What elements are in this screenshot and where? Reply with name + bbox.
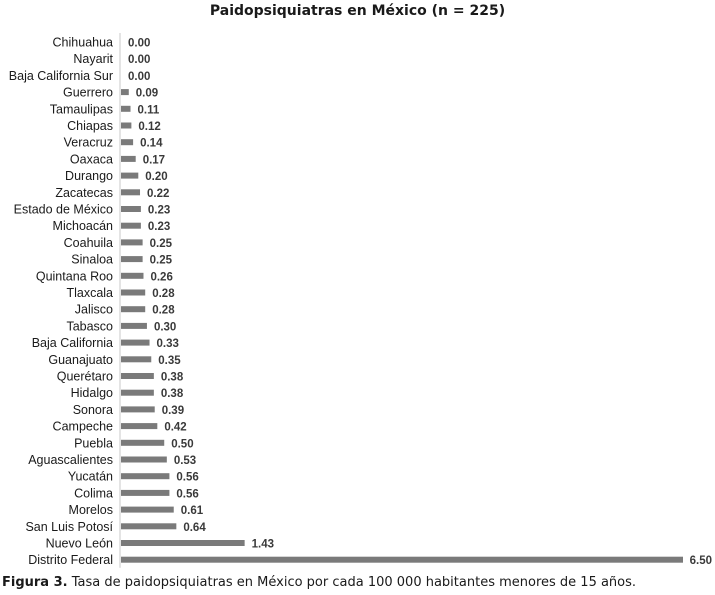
category-label-nuevo-leon: Nuevo León [45, 536, 113, 551]
category-label-chihuahua: Chihuahua [52, 35, 113, 50]
bar-campeche [121, 423, 157, 429]
bar-tabasco [121, 323, 147, 329]
category-label-tabasco: Tabasco [66, 319, 113, 334]
value-label-zacatecas: 0.22 [147, 187, 170, 200]
chart-title: Paidopsiquiatras en México (n = 225) [209, 3, 506, 19]
value-label-quintana-roo: 0.26 [150, 271, 173, 284]
bar-queretaro [121, 373, 154, 379]
bar-colima [121, 490, 169, 496]
bar-morelos [121, 507, 174, 513]
bar-distrito-federal [121, 557, 683, 563]
bar-tlaxcala [121, 290, 145, 296]
category-label-queretaro: Querétaro [56, 369, 113, 384]
value-label-veracruz: 0.14 [140, 137, 163, 150]
category-label-tamaulipas: Tamaulipas [49, 102, 113, 117]
value-label-oaxaca: 0.17 [142, 154, 166, 167]
value-label-guerrero: 0.09 [135, 87, 159, 100]
category-label-nayarit: Nayarit [73, 52, 113, 67]
category-label-baja-california-sur: Baja California Sur [8, 68, 113, 83]
value-label-colima: 0.56 [176, 488, 199, 501]
bar-quintana-roo [121, 273, 143, 279]
bar-guanajuato [121, 356, 151, 362]
value-label-san-luis-potosi: 0.64 [183, 521, 206, 534]
value-label-campeche: 0.42 [164, 421, 187, 434]
value-label-morelos: 0.61 [180, 505, 204, 518]
category-label-guerrero: Guerrero [62, 85, 113, 100]
category-label-zacatecas: Zacatecas [55, 185, 113, 200]
value-label-guanajuato: 0.35 [158, 354, 181, 367]
bar-hidalgo [121, 390, 154, 396]
value-label-estado-de-mexico: 0.23 [147, 204, 171, 217]
category-label-yucatan: Yucatán [67, 469, 113, 484]
value-label-queretaro: 0.38 [160, 371, 184, 384]
value-label-durango: 0.20 [145, 171, 168, 184]
value-label-baja-california-sur: 0.00 [128, 70, 151, 83]
value-label-distrito-federal: 6.50 [689, 555, 712, 568]
value-label-baja-california: 0.33 [156, 338, 179, 351]
bar-nuevo-leon [121, 540, 245, 546]
value-label-coahuila: 0.25 [149, 237, 173, 250]
bar-sinaloa [121, 256, 143, 262]
value-label-sonora: 0.39 [161, 404, 185, 417]
bar-puebla [121, 440, 164, 446]
bar-sonora [121, 406, 155, 412]
category-label-estado-de-mexico: Estado de México [13, 202, 113, 217]
category-label-sinaloa: Sinaloa [71, 252, 113, 267]
value-label-aguascalientes: 0.53 [173, 455, 197, 467]
bar-jalisco [121, 306, 145, 312]
category-label-campeche: Campeche [52, 419, 113, 434]
value-label-nuevo-leon: 1.43 [251, 538, 275, 551]
category-label-chiapas: Chiapas [67, 119, 113, 133]
category-label-san-luis-potosi: San Luis Potosí [25, 519, 113, 534]
category-label-veracruz: Veracruz [63, 135, 113, 150]
bar-yucatan [121, 473, 169, 479]
value-label-jalisco: 0.28 [152, 304, 175, 317]
category-label-jalisco: Jalisco [74, 302, 113, 317]
bar-aguascalientes [121, 457, 167, 463]
value-label-tlaxcala: 0.28 [152, 288, 175, 300]
value-label-tabasco: 0.30 [153, 321, 177, 334]
value-label-chihuahua: 0.00 [128, 37, 151, 50]
value-label-tamaulipas: 0.11 [137, 104, 160, 117]
category-label-michoacan: Michoacán [52, 219, 113, 234]
value-label-sinaloa: 0.25 [149, 254, 173, 267]
category-label-distrito-federal: Distrito Federal [28, 553, 113, 568]
bar-guerrero [121, 89, 129, 95]
value-label-yucatan: 0.56 [176, 471, 199, 484]
category-label-baja-california: Baja California [31, 336, 113, 351]
category-label-sonora: Sonora [72, 402, 113, 417]
bar-zacatecas [121, 189, 140, 195]
value-label-chiapas: 0.12 [138, 121, 161, 133]
caption-text: Tasa de paidopsiquiatras en México por cada 100 000 habitantes menores de 15 años. [67, 575, 637, 590]
category-label-colima: Colima [74, 486, 113, 501]
value-label-michoacan: 0.23 [147, 221, 171, 234]
category-label-oaxaca: Oaxaca [69, 152, 113, 167]
caption-label: Figura 3. [2, 575, 68, 590]
category-label-quintana-roo: Quintana Roo [35, 269, 113, 284]
figure-caption [2, 575, 636, 590]
category-label-morelos: Morelos [68, 503, 113, 518]
value-label-nayarit: 0.00 [128, 54, 151, 67]
category-label-durango: Durango [65, 169, 113, 184]
bar-oaxaca [121, 156, 136, 162]
category-label-hidalgo: Hidalgo [70, 386, 113, 401]
value-label-puebla: 0.50 [171, 438, 194, 451]
bar-michoacan [121, 223, 141, 229]
bar-san-luis-potosi [121, 523, 176, 529]
value-label-hidalgo: 0.38 [160, 388, 184, 401]
bar-estado-de-mexico [121, 206, 141, 212]
bar-veracruz [121, 139, 133, 145]
bar-tamaulipas [121, 106, 131, 112]
category-label-tlaxcala: Tlaxcala [66, 286, 113, 300]
category-label-coahuila: Coahuila [63, 235, 113, 250]
category-label-puebla: Puebla [74, 436, 113, 451]
bar-coahuila [121, 239, 143, 245]
bar-chiapas [121, 123, 131, 129]
category-label-aguascalientes: Aguascalientes [28, 453, 113, 467]
bar-durango [121, 173, 138, 179]
category-label-guanajuato: Guanajuato [48, 352, 113, 367]
bar-baja-california [121, 340, 150, 346]
